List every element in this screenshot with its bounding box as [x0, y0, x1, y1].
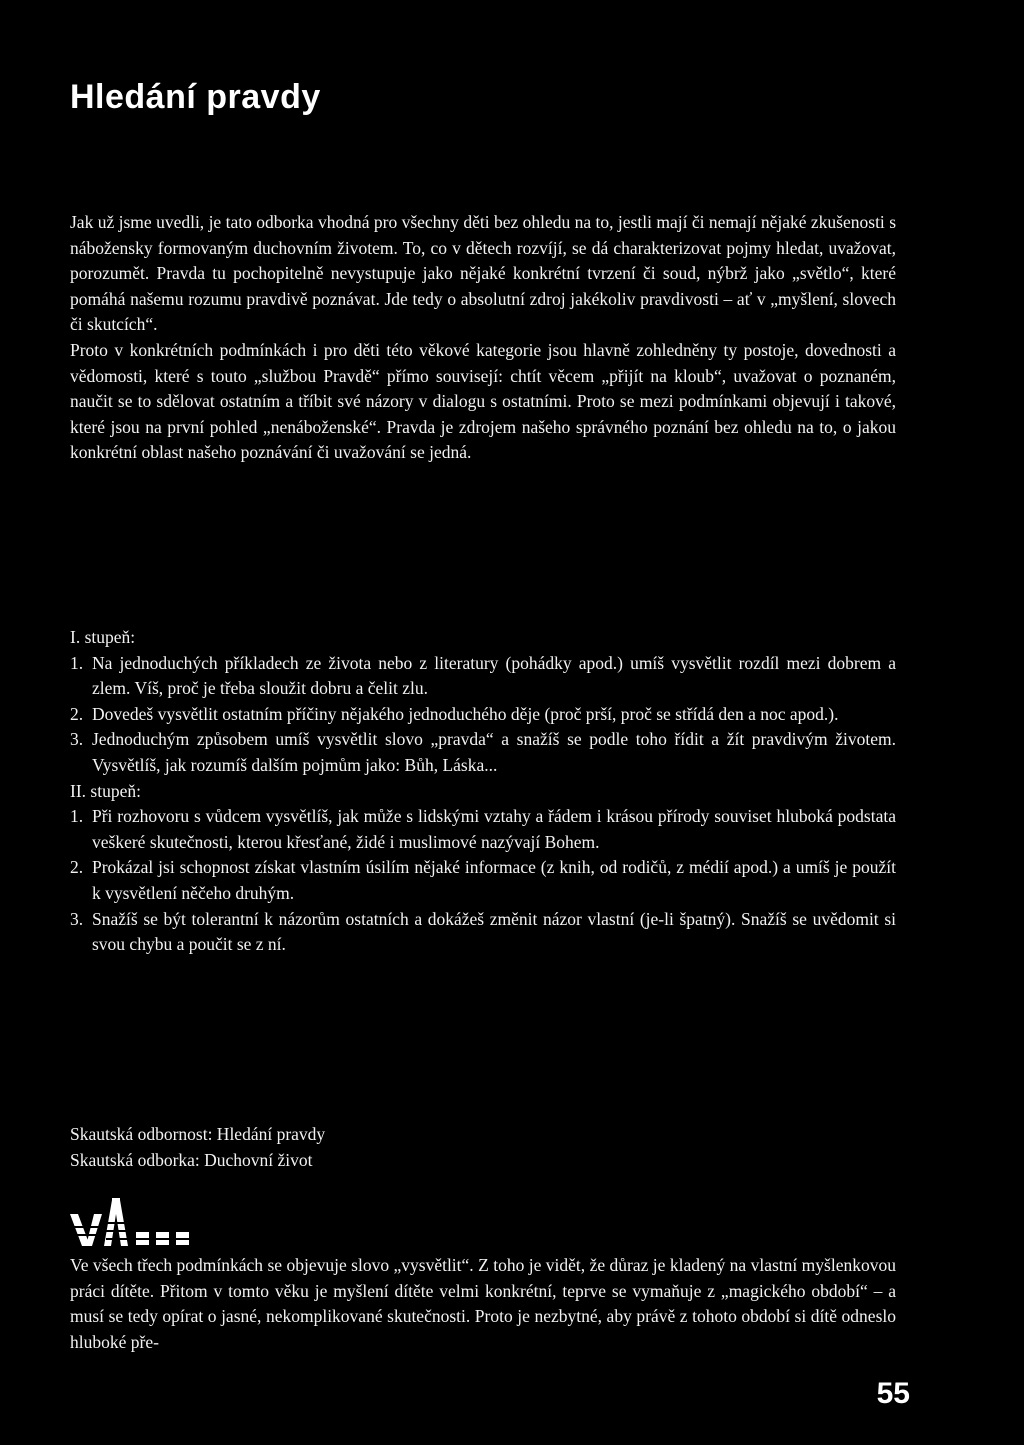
level-2-list [70, 804, 896, 958]
level-2 [70, 779, 896, 958]
levels-section [70, 625, 896, 958]
level-heading: II. stupeň: [70, 780, 141, 801]
level-heading: I. stupeň: [70, 627, 136, 647]
item-text: Snažíš se být tolerantní k názorům ostatních a dokážeš změnit názor vlastní (je-li špatný). Snažíš se uvědomit si svou chybu a poučit se z ní. [92, 908, 896, 955]
note-logo-icon [68, 1194, 192, 1254]
list-item [70, 907, 896, 958]
item-text: Prokázal jsi schopnost získat vlastním úsilím nějaké informace (z knih, od rodičů, z médií apod.) a umíš je použít k vysvětlení něčeho druhým. [92, 857, 896, 903]
odborka-line: Skautská odborka: Duchovní život [70, 1150, 313, 1170]
note-logo-graphic [68, 1194, 192, 1254]
item-number: 3. [70, 729, 84, 750]
item-number: 2. [70, 857, 84, 878]
item-text: Jednoduchým způsobem umíš vysvětlit slovo „pravda“ a snažíš se podle toho řídit a žít pravdivým životem. Vysvětlíš, jak rozumíš dalším pojmům jako: Bůh, Láska... [92, 729, 896, 775]
item-text: Při rozhovoru s vůdcem vysvětlíš, jak může s lidskými vztahy a řádem i krásou přírody souviset hluboká podstata veškeré skutečnosti, kterou křesťané, židé i muslimové nazývají Bohem. [92, 806, 896, 852]
item-number: 1. [70, 806, 84, 827]
note-paragraph: Ve všech třech podmínkách se objevuje slovo „vysvětlit“. Z toho je vidět, že důraz je kladený na vlastní myšlenkovou práci dítěte. Přitom v tomto věku je myšlení dítěte velmi konkrétní, teprve se vymaňuje z „magického období“ – a musí se tedy opírat o jasné, nekomplikované skutečnosti. Proto je nezbytné, aby právě z tohoto období si dítě odneslo hluboké pře- [70, 1255, 896, 1352]
list-item [70, 651, 896, 702]
odbornost-line: Skautská odbornost: Hledání pravdy [70, 1124, 326, 1144]
list-item [70, 702, 896, 728]
item-number: 2. [70, 703, 84, 724]
item-number: 1. [70, 652, 84, 673]
item-text: Dovedeš vysvětlit ostatním příčiny nějakého jednoduchého děje (proč prší, proč se střídá den a noc apod.). [92, 703, 839, 724]
list-item [70, 855, 896, 906]
page-title: Hledání pravdy [70, 78, 321, 116]
page-number: 55 [876, 1377, 910, 1410]
footer-info [70, 1121, 325, 1173]
level-1-list [70, 651, 896, 779]
intro-section [70, 210, 896, 466]
intro-paragraph: Jak už jsme uvedli, je tato odborka vhodná pro všechny děti bez ohledu na to, jestli mají či nemají nějaké zkušenosti s nábožensky formovaným duchovním životem. To, co v dětech rozvíjí, se dá charakterizovat pojmy hledat, uvažovat, porozumět. Pravda tu pochopitelně nevystupuje jako nějaké konkrétní tvrzení či soud, nýbrž jako „světlo“, které pomáhá našemu rozumu pravdivě poznávat. Jde tedy o absolutní zdroj jakékoliv pravdivosti – ať v „myšlení, slovech či skutcích“. [70, 212, 896, 335]
intro-paragraph: Proto v konkrétních podmínkách i pro děti této věkové kategorie jsou hlavně zohledněny ty postoje, dovednosti a vědomosti, které s touto „službou Pravdě“ přímo souvisejí: chtít věcem „přijít na kloub“, uvažovat o poznaném, naučit se to sdělovat ostatním a tříbit své názory v dialogu s ostatními. Proto se mezi podmínkami objevují i takové, které jsou na první pohled „nenáboženské“. Pravda je zdrojem našeho správného poznání bez ohledu na to, o jakou konkrétní oblast našeho poznávání či uvažování se jedná. [70, 339, 896, 463]
item-text: Na jednoduchých příkladech ze života nebo z literatury (pohádky apod.) umíš vysvětlit rozdíl mezi dobrem a zlem. Víš, proč je třeba sloužit dobru a čelit zlu. [92, 652, 896, 699]
list-item [70, 804, 896, 855]
level-1 [70, 625, 896, 779]
list-item [70, 727, 896, 778]
item-number: 3. [70, 908, 84, 929]
